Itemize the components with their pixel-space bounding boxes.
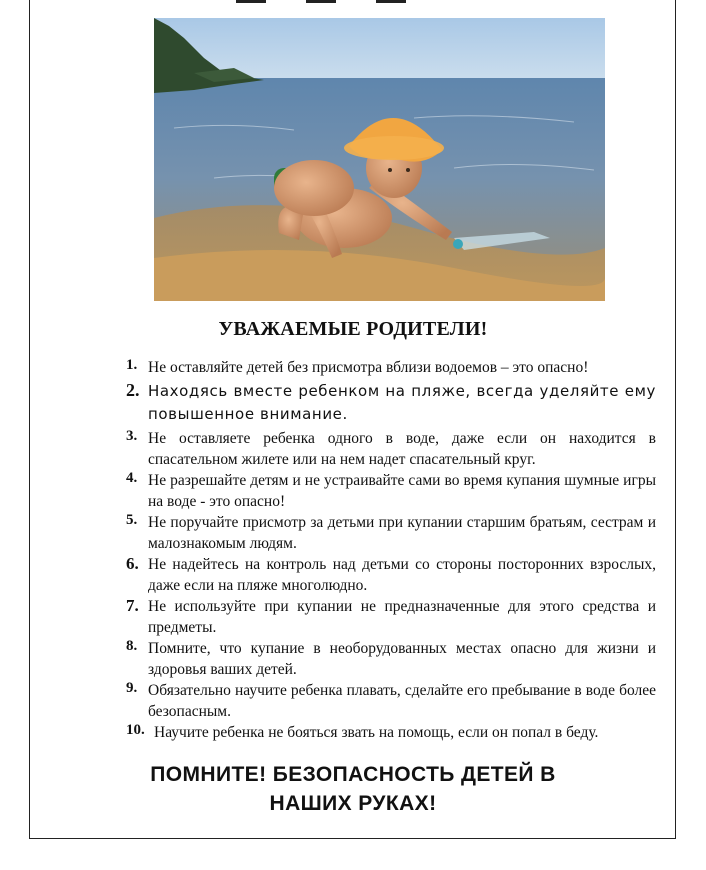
list-item-number: 6.	[126, 554, 139, 573]
list-item	[126, 428, 656, 470]
list-item-text: Обязательно научите ребенка плавать, сделайте его пребывание в воде более безопасным.	[148, 682, 656, 720]
list-item-text: Не используйте при купании не предназначенные для этого средства и предметы.	[148, 598, 656, 636]
list-item	[126, 512, 656, 554]
list-item-number: 7.	[126, 596, 139, 615]
list-item	[126, 722, 656, 743]
list-item-text: Научите ребенка не бояться звать на помощь, если он попал в беду.	[154, 724, 599, 741]
list-item-number: 9.	[126, 680, 138, 696]
list-item-text: Находясь вместе ребенком на пляже, всегда уделяйте ему повышенное внимание.	[148, 382, 656, 423]
list-item-text: Не оставляете ребенка одного в воде, даже если он находится в спасательном жилете или на нем надет спасательный круг.	[148, 430, 656, 468]
list-item-text: Не надейтесь на контроль над детьми со стороны посторонних взрослых, даже если на пляже многолюдно.	[148, 556, 656, 594]
list-item-text: Не разрешайте детям и не устраивайте сами во время купания шумные игры на воде - это опасно!	[148, 472, 656, 510]
list-item-number: 8.	[126, 638, 138, 654]
list-item-text: Не поручайте присмотр за детьми при купании старшим братьям, сестрам и малознакомым людям.	[148, 514, 656, 552]
list-item-number: 3.	[126, 428, 138, 444]
list-item-number: 1.	[126, 357, 138, 373]
list-item-number: 10.	[126, 722, 145, 738]
list-item	[126, 380, 656, 426]
list-item-number: 4.	[126, 470, 138, 486]
cropped-top-text	[236, 0, 486, 3]
list-item-number: 2.	[126, 380, 140, 400]
closing-slogan: ПОМНИТЕ! БЕЗОПАСНОСТЬ ДЕТЕЙ В НАШИХ РУКАХ!	[150, 763, 556, 815]
list-item	[126, 470, 656, 512]
list-item-text: Не оставляйте детей без присмотра вблизи водоемов – это опасно!	[148, 359, 589, 376]
rules-list	[126, 357, 656, 743]
list-item	[126, 596, 656, 638]
list-item-number: 5.	[126, 512, 138, 528]
list-item	[126, 554, 656, 596]
list-item	[126, 357, 656, 378]
child-on-beach-photo	[154, 18, 605, 301]
list-item	[126, 680, 656, 722]
page-title: УВАЖАЕМЫЕ РОДИТЕЛИ!	[218, 318, 488, 340]
list-item-text: Помните, что купание в необорудованных местах опасно для жизни и здоровья ваших детей.	[148, 640, 656, 678]
list-item	[126, 638, 656, 680]
